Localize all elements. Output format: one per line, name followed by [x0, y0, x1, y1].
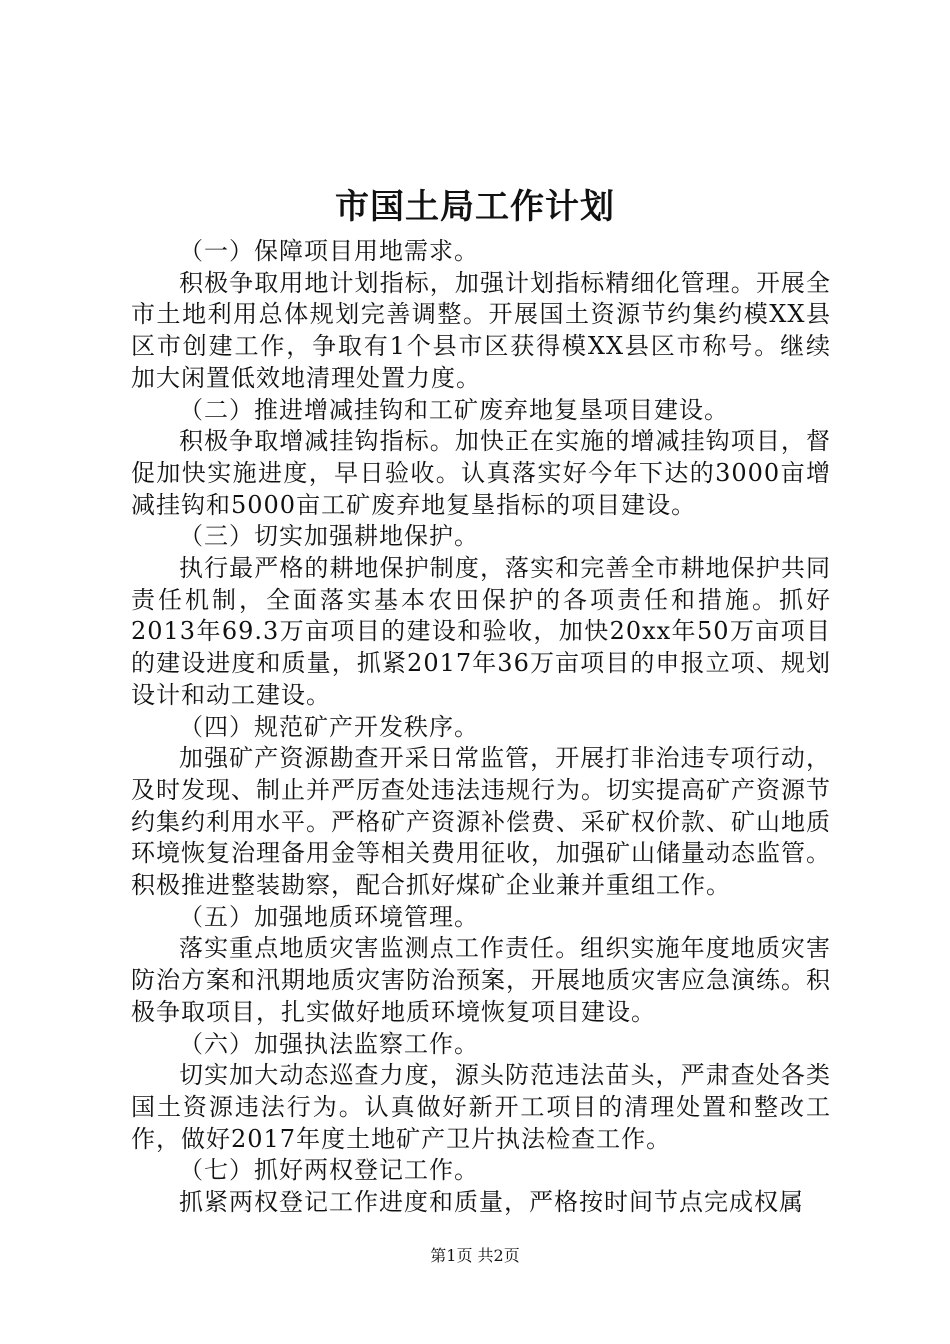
section-heading-1: （一）保障项目用地需求。 — [179, 237, 479, 265]
section-paragraph-2: 积极争取增减挂钩指标。加快正在实施的增减挂钩项目，督促加快实施进度，早日验收。认真落实好今年下达的3000亩增减挂钩和5000亩工矿废弃地复垦指标的项目建设。 — [131, 427, 831, 519]
section-paragraph-5: 落实重点地质灾害监测点工作责任。组织实施年度地质灾害防治方案和汛期地质灾害防治预案，开展地质灾害应急演练。积极争取项目，扎实做好地质环境恢复项目建设。 — [131, 934, 831, 1026]
section-paragraph-7: 抓紧两权登记工作进度和质量，严格按时间节点完成权属 — [179, 1188, 804, 1217]
section-heading-3: （三）切实加强耕地保护。 — [179, 522, 479, 551]
section-heading-5: （五）加强地质环境管理。 — [179, 902, 479, 931]
section-heading-6: （六）加强执法监察工作。 — [179, 1029, 479, 1058]
section-heading-4: （四）规范矿产开发秩序。 — [179, 712, 479, 741]
section-heading-7: （七）抓好两权登记工作。 — [179, 1156, 479, 1185]
section-paragraph-6: 切实加大动态巡查力度，源头防范违法苗头，严肃查处各类国土资源违法行为。认真做好新开工项目的清理处置和整改工作，做好2017年度土地矿产卫片执法检查工作。 — [131, 1061, 831, 1153]
document-body — [131, 236, 831, 1219]
page-number-footer: 第1页 共2页 — [430, 1246, 520, 1265]
section-paragraph-1: 积极争取用地计划指标，加强计划指标精细化管理。开展全市土地利用总体规划完善调整。开展国土资源节约集约模XX县区市创建工作，争取有1个县市区获得模XX县区市称号。继续加大闲置低效地清理处置力度。 — [131, 268, 831, 392]
section-paragraph-4: 加强矿产资源勘查开采日常监管，开展打非治违专项行动，及时发现、制止并严厉查处违法违规行为。切实提高矿产资源节约集约利用水平。严格矿产资源补偿费、采矿权价款、矿山地质环境恢复治理备用金等相关费用征收，加强矿山储量动态监管。积极推进整装勘察，配合抓好煤矿企业兼并重组工作。 — [131, 744, 831, 900]
document-title: 市国土局工作计划 — [335, 187, 615, 227]
section-heading-2: （二）推进增减挂钩和工矿废弃地复垦项目建设。 — [179, 395, 729, 424]
section-paragraph-3: 执行最严格的耕地保护制度，落实和完善全市耕地保护共同责任机制，全面落实基本农田保护的各项责任和措施。抓好2013年69.3万亩项目的建设和验收，加快20xx年50万亩项目的建设进度和质量，抓紧2017年36万亩项目的申报立项、规划设计和动工建设。 — [131, 554, 831, 709]
